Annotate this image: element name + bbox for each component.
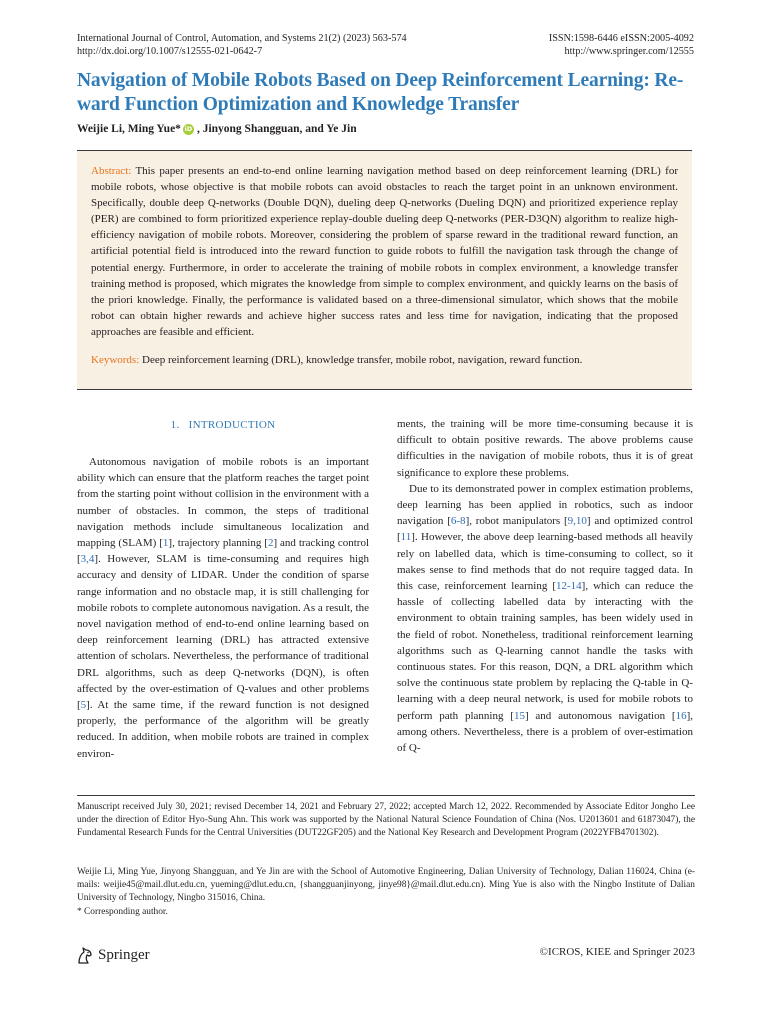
issn: ISSN:1598-6446 eISSN:2005-4092 [548,33,694,44]
keywords-text: Deep reinforcement learning (DRL), knowledge transfer, mobile robot, navigation, reward function. [142,354,583,367]
paper-title: Navigation of Mobile Robots Based on Deep Reinforcement Learning: Re-ward Function Optimization and Knowledge Transfer [77,70,684,115]
author-list [77,123,357,135]
keywords-label: Keywords: [91,354,140,367]
orcid-icon[interactable]: iD [184,124,193,133]
citation-link[interactable]: 5 [80,699,87,712]
citation-link[interactable]: 6-8 [450,515,466,528]
abstract-text: This paper presents an end-to-end online learning navigation method based on deep reinforcement learning (DRL) for mobile robots, whose objective is that mobile robots can avoid obstacles to reach the target point in an unknown environment. Specifically, double deep Q-networks (Double DQN), dueling deep Q-networks (Dueling DQN) and prioritized experience replay (PER) are combined to form prioritized experience replay-double dueling deep Q-networks (PER-D3QN) algorithm to realize high-efficiency navigation of mobile robots. Moreover, considering the problem of sparse reward in the traditional reward function, an artificial potential field is introduced into the reward function to guide robots to fulfill the navigation task through the change of potential energy. Furthermore, in order to accelerate the training of mobile robots in complex environment, a knowledge transfer training method is proposed, which migrates the knowledge from simple to complex environment, and quickly learns on the basis of the priori knowledge. Finally, the performance is validated based on a three-dimensional simulator, which shows that the mobile robot can obtain higher rewards and achieve higher success rates and less time for navigation, indicating that the proposed approaches are feasible and efficient. [91,165,678,338]
citation-link[interactable]: 2 [267,537,274,550]
springer-logo [75,945,150,965]
affiliation-text: Weijie Li, Ming Yue, Jinyong Shangguan, and Ye Jin are with the School of Automotive Engineering, Dalian University of Technology, Dalian 116024, China (e-mails: weijie45@mail.dlut.edu.cn, yueming@dlut.edu.cn, {shangguanjinyong, jinye98}@mail.dlut.edu.cn). Ming Yue is also with the Ningbo Institute of Dalian University of Technology, Ningbo 315016, China. [77,867,695,904]
doi-link[interactable]: http://dx.doi.org/10.1007/s12555-021-0642-7 [77,45,263,57]
springer-wordmark: Springer [98,946,150,963]
section-number: 1. [170,419,180,431]
journal-citation: International Journal of Control, Automation, and Systems 21(2) (2023) 563-574 [77,33,407,44]
copyright: ©ICROS, KIEE and Springer 2023 [539,946,695,958]
affiliation-note [77,866,695,919]
authors-part-1: Weijie Li, Ming Yue* [77,123,181,135]
footnote-divider [77,795,695,796]
citation-link[interactable]: 9,10 [567,515,587,528]
left-column [77,416,369,762]
citation-link[interactable]: 3,4 [80,553,95,566]
citation-link[interactable]: 11 [400,531,412,544]
abstract [91,163,678,340]
corresponding-author-note: * Corresponding author. [77,906,168,917]
right-column [397,416,693,756]
citation-link[interactable]: 15 [513,709,525,722]
authors-part-2: , Jinyong Shangguan, and Ye Jin [196,123,357,135]
citation-link[interactable]: 12-14 [555,580,582,593]
intro-paragraph-2: Due to its demonstrated power in complex estimation problems, deep learning has been applied in robotics, such as indoor navigation [6-8], robot manipulators [9,10] and optimized control [11]. However, the above deep learning-based methods all heavily rely on labelled data, which is time-consuming to collect, so it makes sense to find methods that do not require tagged data. In this case, reinforcement learning [12-14], which can reduce the hassle of collecting labelled data by interacting with the environment to obtain training samples, has been widely used in the field of robot. Nonetheless, traditional reinforcement learning algorithms such as Q-learning cannot handle the tasks with continuous states. For this reason, DQN, a DRL algorithm which solve the continuous state problem by replacing the Q-table in Q-learning with a deep neural network, is used for mobile robots to perform path planning [15] and autonomous navigation [16], among others. Nevertheless, there is a problem of over-estimation of Q- [397,482,693,755]
springer-horse-icon [75,945,95,965]
citation-link[interactable]: 16 [675,709,687,722]
intro-paragraph-1-continued: ments, the training will be more time-consuming because it is difficult to obtain positive rewards. The above problems cause difficulties in the navigation of mobile robots, thus it is of great significance to explore these problems. [397,418,693,479]
abstract-box [77,150,692,390]
abstract-label: Abstract: [91,165,132,177]
keywords [91,352,678,368]
springer-url[interactable]: http://www.springer.com/12555 [564,45,694,57]
section-title: INTRODUCTION [188,419,276,431]
intro-paragraph-1: Autonomous navigation of mobile robots is an important ability which can ensure that the platform reaches the target point from the starting point without collision in the environment with a number of obstacles. In common, the steps of traditional navigation methods include simultaneous localization and mapping (SLAM) [1], trajectory planning [2] and tracking control [3,4]. However, SLAM is time-consuming and requires high accuracy and density of LIDAR. Under the condition of sparse range information and no obstacle map, it is still challenging for mobile robots to complete autonomous navigation. As a result, the novel navigation method of end-to-end online learning based on deep reinforcement learning (DRL) has attracted extensive attention of scholars. Nevertheless, the performance of traditional DRL algorithms, such as deep Q-networks (DQN), is often affected by the over-estimation of Q-values and other problems [5]. At the same time, if the reward function is not designed properly, the performance of the algorithm will be greatly reduced. In addition, when mobile robots are trained in complex environ- [77,456,370,760]
citation-link[interactable]: 1 [162,537,169,550]
section-heading-introduction [77,416,369,454]
manuscript-note: Manuscript received July 30, 2021; revised December 14, 2021 and February 27, 2022; accepted March 12, 2022. Recommended by Associate Editor Jongho Lee under the direction of Editor Hyo-Sung Ahn. This work was supported by the National Natural Science Foundation of China (Nos. U2013601 and 61873047), the Fundamental Research Funds for the Central Universities (DUT22GF205) and the National Key Research and Development Program (2022YFB4701302). [77,802,695,839]
